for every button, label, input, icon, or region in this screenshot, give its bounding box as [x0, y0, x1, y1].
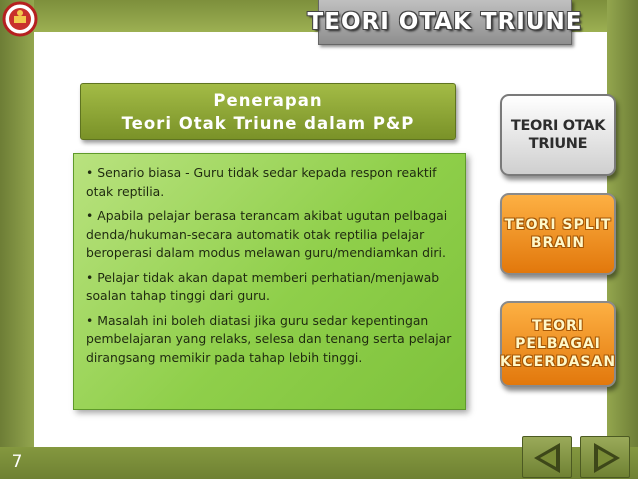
button-label-line: KECERDASAN	[499, 354, 617, 370]
left-frame	[0, 0, 34, 479]
button-label-line: BRAIN	[530, 235, 586, 251]
button-label-line: TEORI SPLIT	[504, 217, 612, 233]
bullet-panel	[73, 153, 466, 410]
button-label-line: TEORI OTAK	[510, 118, 606, 134]
bullet-item: • Senario biasa - Guru tidak sedar kepada respon reaktif otak reptilia.	[86, 165, 437, 199]
slide-title: TEORI OTAK TRIUNE	[307, 9, 583, 35]
button-label-line: TRIUNE	[528, 136, 588, 152]
school-crest-logo	[2, 1, 38, 37]
triangle-right-icon	[581, 437, 631, 479]
next-slide-button[interactable]	[580, 436, 630, 478]
previous-slide-button[interactable]	[522, 436, 572, 478]
teori-otak-triune-button[interactable]	[500, 94, 616, 176]
bullet-item: • Pelajar tidak akan dapat memberi perhatian/menjawab soalan tahap tinggi dari guru.	[86, 269, 440, 303]
button-label-line: PELBAGAI	[515, 336, 601, 352]
teori-pelbagai-kecerdasan-button[interactable]	[500, 301, 616, 387]
button-label-line: TEORI	[531, 318, 584, 334]
page-number: 7	[11, 452, 23, 472]
heading-line-1: Penerapan	[213, 91, 323, 110]
section-heading	[80, 83, 456, 140]
bullet-list	[86, 164, 454, 373]
slide-title-banner	[307, 0, 583, 45]
heading-line-2: Teori Otak Triune dalam P&P	[121, 114, 415, 133]
bullet-item: • Apabila pelajar berasa terancam akibat ugutan pelbagai denda/hukuman-secara automatik otak reptilia pelajar beroperasi dalam modus melawan guru/mendiamkan diri.	[86, 208, 448, 260]
triangle-left-icon	[523, 437, 573, 479]
teori-split-brain-button[interactable]	[500, 193, 616, 275]
bullet-item: • Masalah ini boleh diatasi jika guru sedar kepentingan pembelajaran yang relaks, selesa dan tenang serta pelajar dirangsang memikir pada tahap lebih tinggi.	[86, 312, 452, 365]
